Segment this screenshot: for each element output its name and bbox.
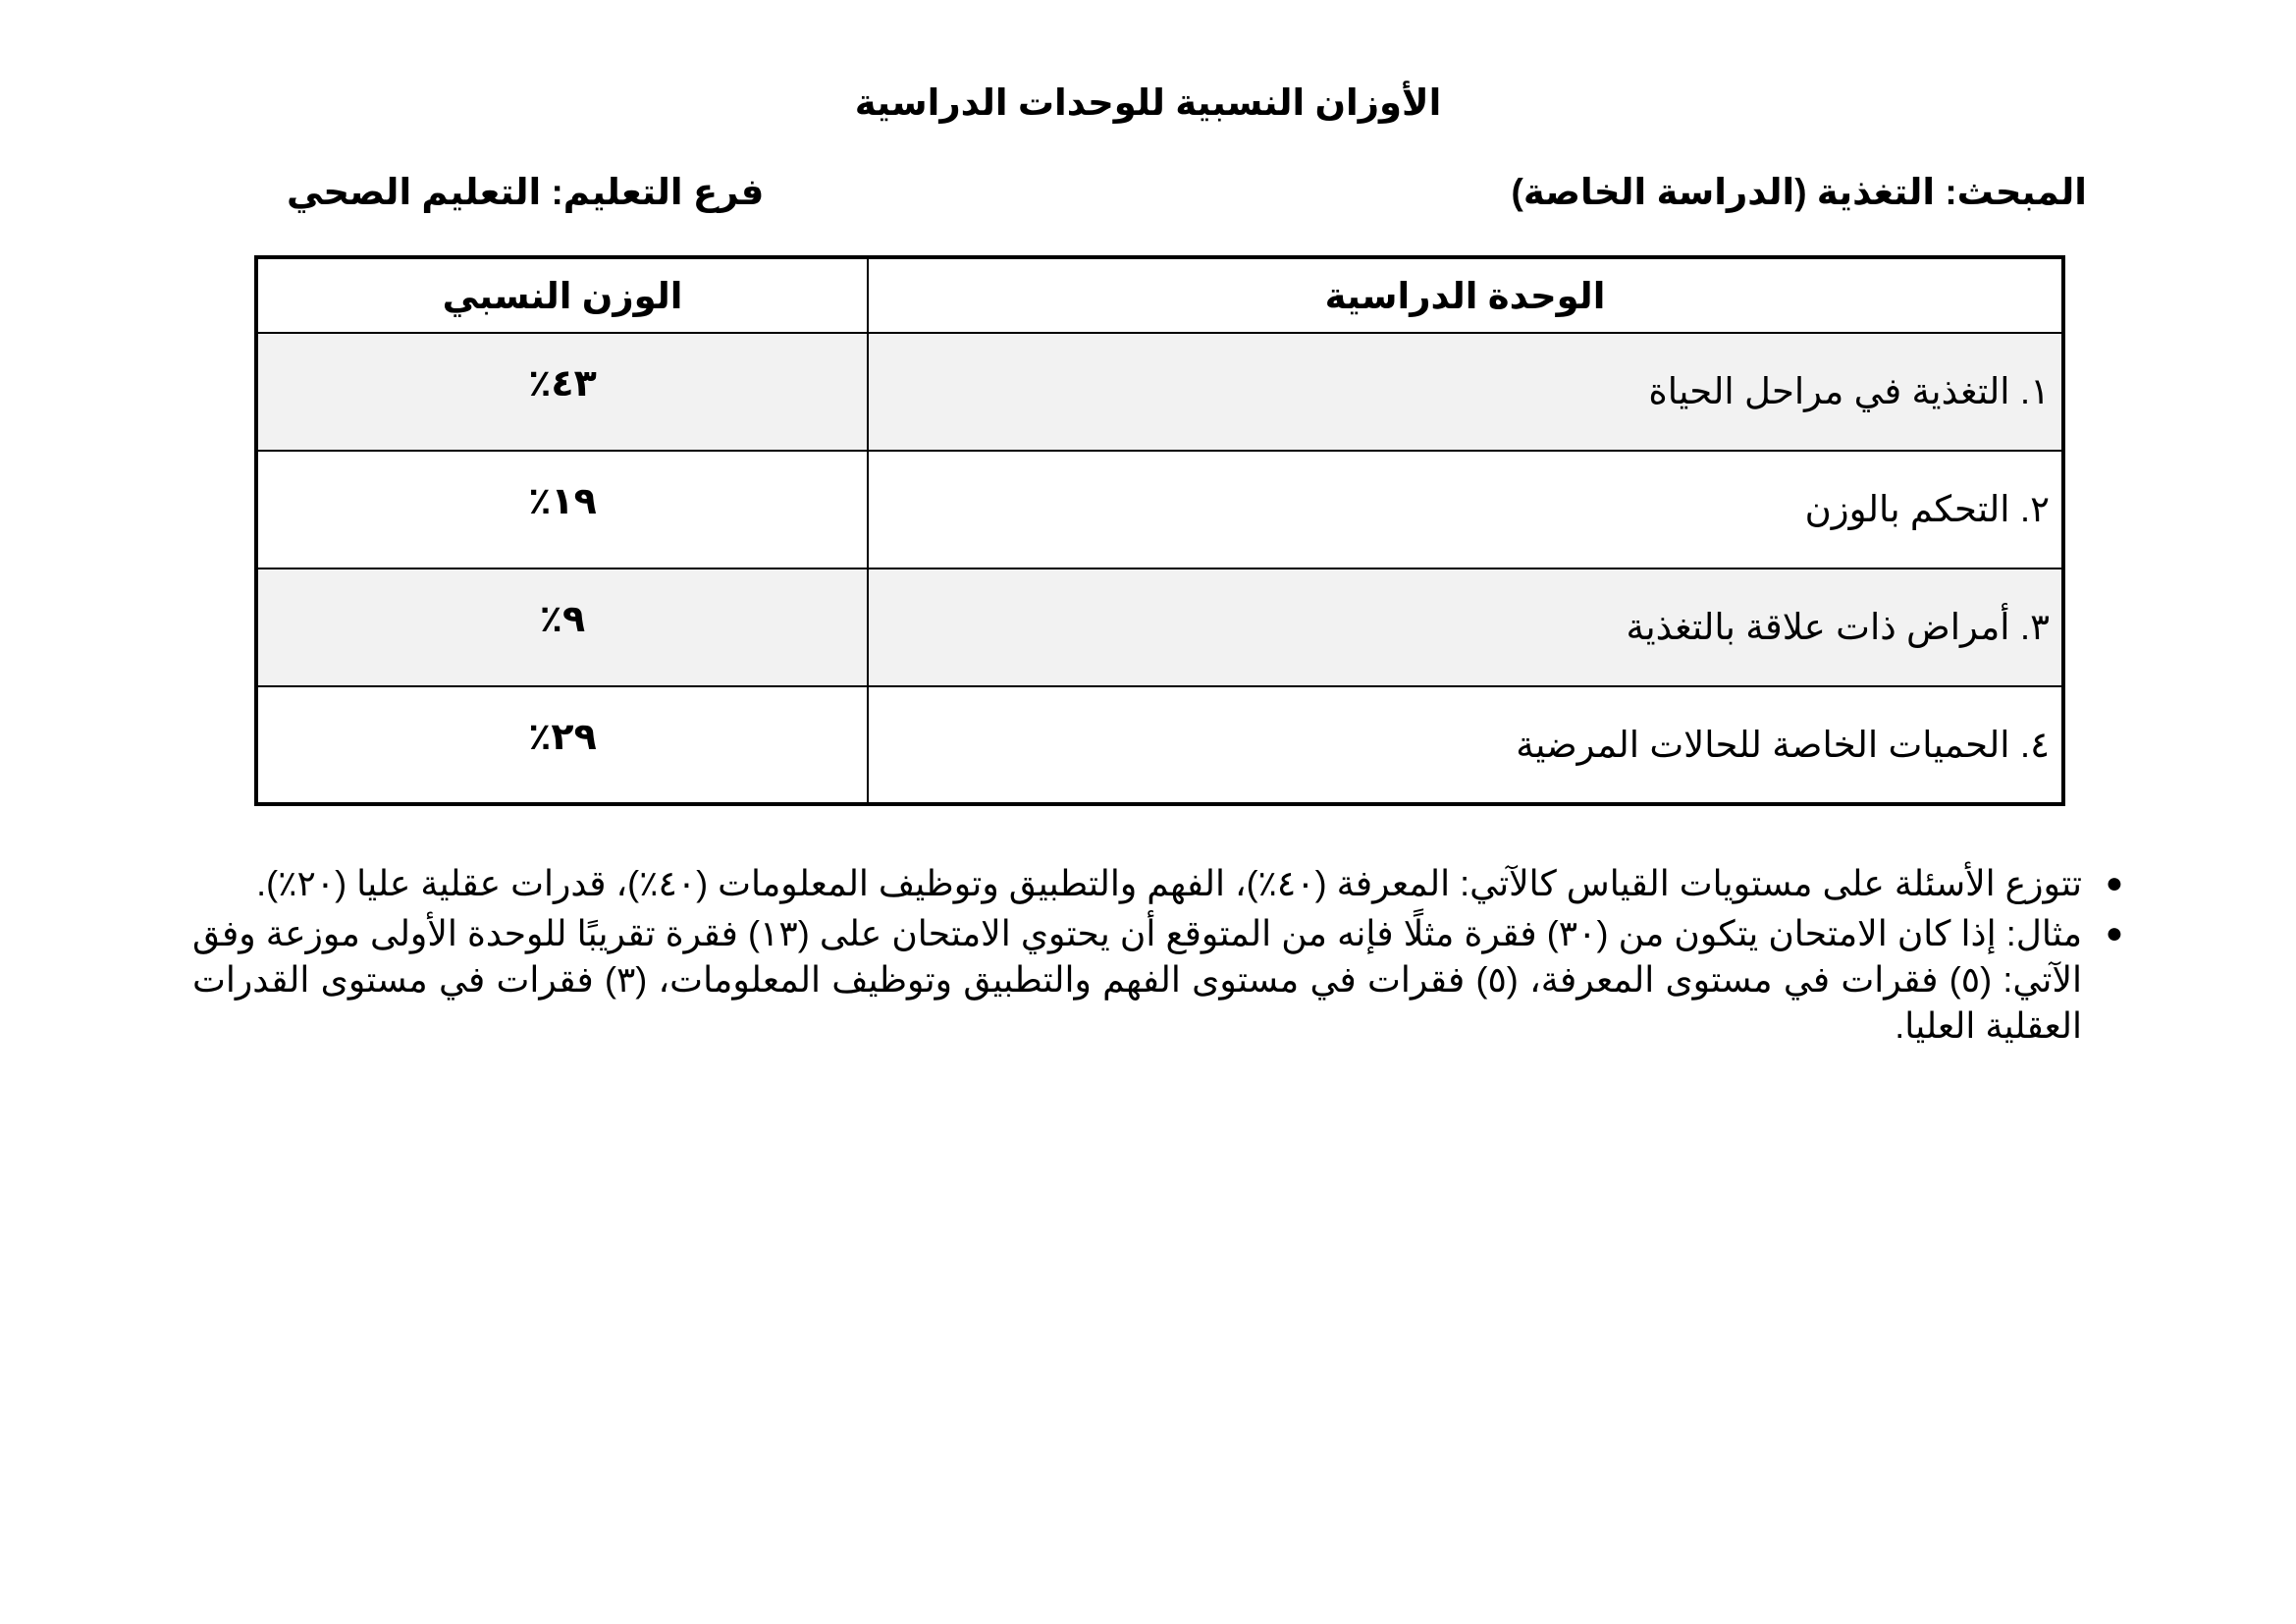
unit-weight: ٤٣٪: [256, 333, 868, 451]
header-unit: الوحدة الدراسية: [868, 257, 2063, 333]
units-weights-table: [254, 255, 2065, 806]
note-text: تتوزع الأسئلة على مستويات القياس كالآتي: المعرفة (٤٠٪)، الفهم والتطبيق وتوظيف المعلومات (٤٠٪)، قدرات عقلية عليا (٢٠٪).: [256, 863, 2082, 903]
unit-weight: ٩٪: [256, 568, 868, 686]
unit-name: ٤. الحميات الخاصة للحالات المرضية: [868, 686, 2063, 804]
unit-weight: ٢٩٪: [256, 686, 868, 804]
header-weight: الوزن النسبي: [256, 257, 868, 333]
list-item: [192, 910, 2123, 1049]
bullet-dot-icon: ●: [2105, 867, 2123, 899]
unit-name: ٢. التحكم بالوزن: [868, 451, 2063, 568]
unit-weight: ١٩٪: [256, 451, 868, 568]
bullet-dot-icon: ●: [2105, 917, 2123, 949]
unit-name: ٣. أمراض ذات علاقة بالتغذية: [868, 568, 2063, 686]
table-row: [256, 451, 2063, 568]
unit-name: ١. التغذية في مراحل الحياة: [868, 333, 2063, 451]
table-row: [256, 568, 2063, 686]
page-title: الأوزان النسبية للوحدات الدراسية: [854, 82, 1442, 123]
notes-list: [192, 860, 2123, 1053]
subject-label: المبحث: التغذية (الدراسة الخاصة): [1511, 171, 2087, 212]
list-item: [192, 860, 2123, 906]
branch-label: فرع التعليم: التعليم الصحي: [287, 171, 765, 212]
note-text: مثال: إذا كان الامتحان يتكون من (٣٠) فقرة مثلًا فإنه من المتوقع أن يحتوي الامتحان على (١٣) فقرة تقريبًا للوحدة الأولى موزعة وفق الآتي: (٥) فقرات في مستوى المعرفة، (٥) فقرات في مستوى الفهم والتطبيق وتوظيف المعلومات، (٣) فقرات في مستوى القدرات العقلية العليا.: [192, 913, 2082, 1046]
table-row: [256, 333, 2063, 451]
table-row: [256, 686, 2063, 804]
meta-row: [287, 167, 2087, 216]
table-header-row: [256, 257, 2063, 333]
